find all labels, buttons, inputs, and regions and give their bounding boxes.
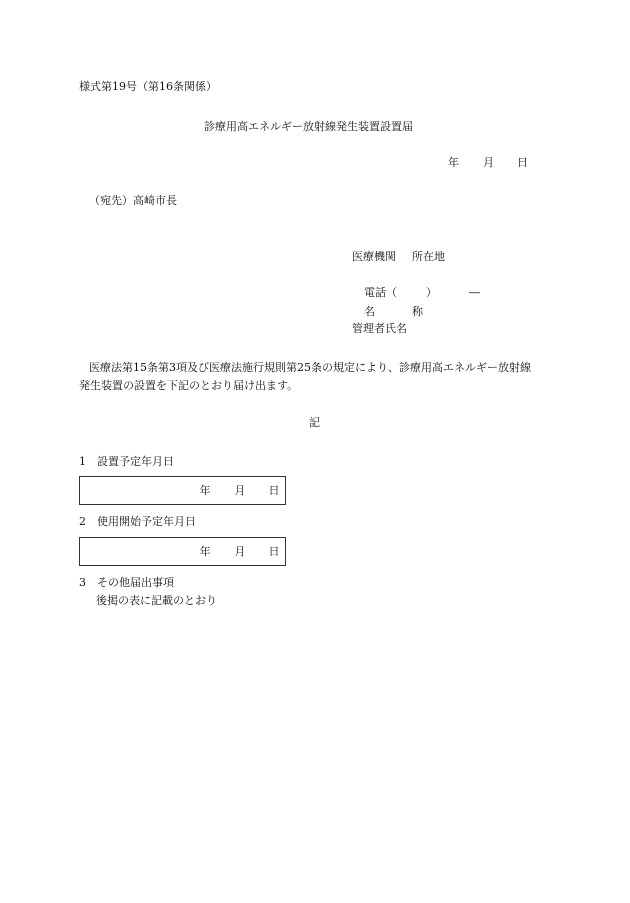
install-year: 年 [199,484,211,497]
date-month: 月 [483,156,494,169]
date-day: 日 [517,156,528,169]
use-start-date-box[interactable] [79,537,286,566]
location-label: 所在地 [412,250,445,263]
form-number: 様式第19号（第16条関係） [79,80,217,93]
addressee: （宛先）高崎市長 [89,194,177,207]
date-year: 年 [448,156,459,169]
body-text-line-2: 発生装置の設置を下記のとおり届け出ます。 [79,379,299,392]
install-month: 月 [234,484,246,497]
phone-label: 電話（ [364,286,397,299]
item-1-label: 1 設置予定年月日 [79,455,174,468]
use-start-day: 日 [268,545,280,558]
body-text-line-1: 医療法第15条第3項及び医療法施行規則第25条の規定により、診療用高エネルギー放射線 [89,361,531,374]
use-start-year: 年 [199,545,211,558]
document-title: 診療用高エネルギー放射線発生装置設置届 [204,120,413,133]
item-3-detail: 後掲の表に記載のとおり [96,594,217,607]
use-start-month: 月 [234,545,246,558]
phone-dash: ― [469,286,480,299]
phone-paren-close: ） [426,286,437,299]
ki-heading: 記 [309,416,320,429]
org-label: 医療機関 [352,250,396,263]
item-2-label: 2 使用開始予定年月日 [79,515,196,528]
manager-label: 管理者氏名 [352,322,407,335]
name-label-2: 称 [412,305,423,318]
item-3-label: 3 その他届出事項 [79,576,174,589]
name-label-1: 名 [364,305,375,318]
install-day: 日 [268,484,280,497]
install-date-box[interactable] [79,476,286,505]
